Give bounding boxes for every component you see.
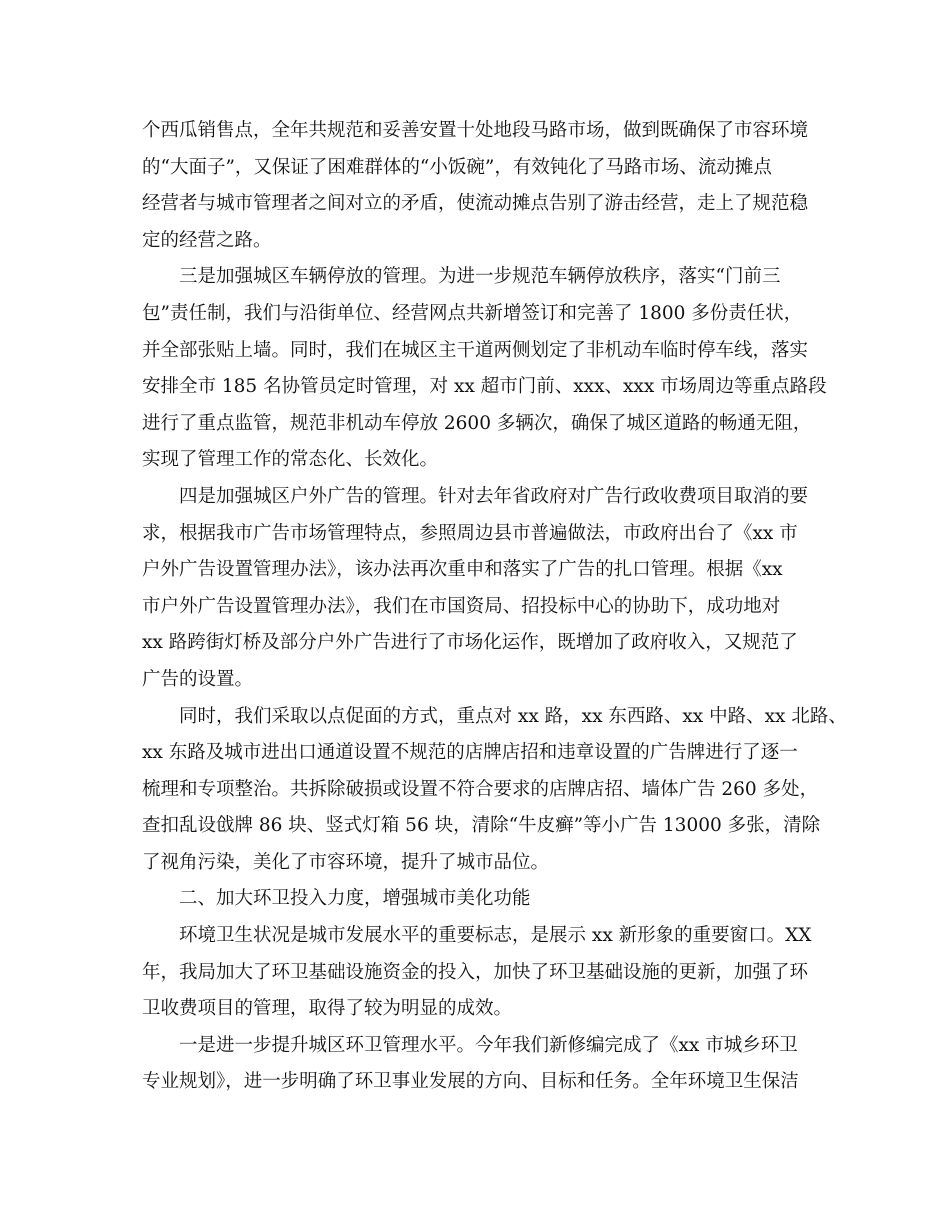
- text-line: 卫收费项目的管理，取得了较为明显的成效。: [142, 998, 513, 1020]
- text-line: 三是加强城区车辆停放的管理。为进一步规范车辆停放秩序，落实“门前三: [179, 266, 781, 288]
- text-line: 环境卫生状况是城市发展水平的重要标志，是展示 xx 新形象的重要窗口。XX: [179, 925, 812, 947]
- text-line: 广告的设置。: [142, 668, 254, 690]
- text-line: 二、加大环卫投入力度，增强城市美化功能: [179, 888, 531, 910]
- text-line: 包”责任制，我们与沿街单位、经营网点共新增签订和完善了 1800 多份责任状，: [142, 302, 803, 324]
- text-line: 四是加强城区户外广告的管理。针对去年省政府对广告行政收费项目取消的要: [179, 485, 809, 507]
- text-line: 实现了管理工作的常态化、长效化。: [142, 449, 439, 471]
- text-line: 安排全市 185 名协管员定时管理，对 xx 超市门前、xxx、xxx 市场周边等重点路段: [142, 376, 827, 398]
- text-line: 梳理和专项整治。共拆除破损或设置不符合要求的店牌店招、墙体广告 260 多处，: [142, 778, 819, 800]
- text-line: 市户外广告设置管理办法》，我们在市国资局、招投标中心的协助下，成功地对: [142, 595, 781, 617]
- text-line: 定的经营之路。: [142, 229, 272, 251]
- text-line: 并全部张贴上墙。同时，我们在城区主干道两侧划定了非机动车临时停车线，落实: [142, 339, 809, 361]
- text-line: 同时，我们采取以点促面的方式，重点对 xx 路，xx 东西路、xx 中路、xx 北路、: [179, 705, 847, 727]
- text-line: 一是进一步提升城区环卫管理水平。今年我们新修编完成了《xx 市城乡环卫: [179, 1034, 798, 1056]
- body-text: [142, 113, 847, 1101]
- text-line: 求，根据我市广告市场管理特点，参照周边县市普遍做法，市政府出台了《xx 市: [142, 522, 798, 544]
- text-line: 个西瓜销售点，全年共规范和妥善安置十处地段马路市场，做到既确保了市容环境: [142, 120, 809, 141]
- text-line: xx 路跨街灯桥及部分户外广告进行了市场化运作，既增加了政府收入，又规范了: [142, 632, 798, 654]
- text-line: 年，我局加大了环卫基础设施资金的投入，加快了环卫基础设施的更新，加强了环: [142, 961, 809, 983]
- text-line: 的“大面子”，又保证了困难群体的“小饭碗”，有效钝化了马路市场、流动摊点: [142, 156, 772, 178]
- text-line: 专业规划》，进一步明确了环卫事业发展的方向、目标和任务。全年环境卫生保洁: [142, 1071, 799, 1093]
- text-line: 经营者与城市管理者之间对立的矛盾，使流动摊点告别了游击经营，走上了规范稳: [142, 193, 809, 215]
- text-line: 进行了重点监管，规范非机动车停放 2600 多辆次，确保了城区道路的畅通无阻，: [142, 412, 812, 434]
- text-line: 户外广告设置管理办法》，该办法再次重申和落实了广告的扎口管理。根据《xx: [142, 559, 783, 581]
- text-line: 了视角污染，美化了市容环境，提升了城市品位。: [142, 851, 550, 873]
- text-line: xx 东路及城市进出口通道设置不规范的店牌店招和违章设置的广告牌进行了逐一: [142, 742, 798, 764]
- text-line: 查扣乱设戗牌 86 块、竖式灯箱 56 块，清除“牛皮癣”等小广告 13000 多张，清除: [142, 815, 821, 837]
